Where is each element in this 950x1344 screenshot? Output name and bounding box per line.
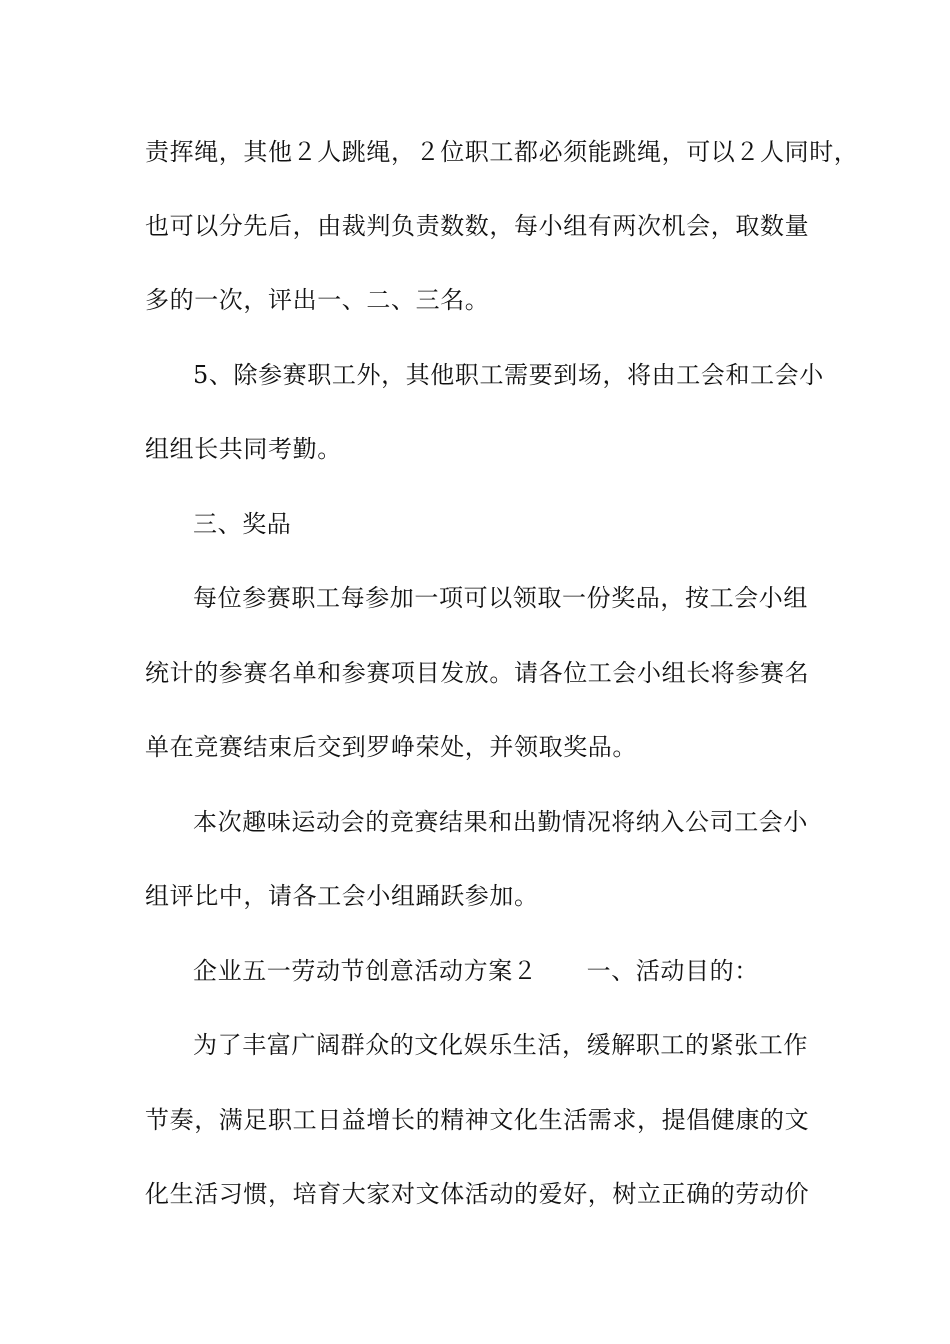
text-line: 单在竞赛结束后交到罗峥荣处，并领取奖品。 xyxy=(145,733,637,761)
text-line: 也可以分先后，由裁判负责数数，每小组有两次机会，取数量 xyxy=(145,212,810,240)
text-line: 每位参赛职工每参加一项可以领取一份奖品，按工会小组 xyxy=(193,584,808,612)
text-line: 节奏，满足职工日益增长的精神文化生活需求，提倡健康的文 xyxy=(145,1106,810,1134)
text-line: 5、除参赛职工外，其他职工需要到场，将由工会和工会小 xyxy=(193,361,824,389)
text-line: 责挥绳，其他２人跳绳，２位职工都必须能跳绳，可以２人同时， xyxy=(145,138,859,166)
text-line: 为了丰富广阔群众的文化娱乐生活，缓解职工的紧张工作 xyxy=(193,1031,808,1059)
section-title: 企业五一劳动节创意活动方案２ 一、活动目的： xyxy=(193,957,759,985)
section-heading: 三、奖品 xyxy=(193,510,292,538)
text-line: 组组长共同考勤。 xyxy=(145,435,342,463)
text-line: 化生活习惯，培育大家对文体活动的爱好，树立正确的劳动价 xyxy=(145,1180,810,1208)
text-line: 本次趣味运动会的竞赛结果和出勤情况将纳入公司工会小 xyxy=(193,808,808,836)
text-line: 统计的参赛名单和参赛项目发放。请各位工会小组长将参赛名 xyxy=(145,659,810,687)
text-line: 多的一次，评出一、二、三名。 xyxy=(145,286,490,314)
text-line: 组评比中，请各工会小组踊跃参加。 xyxy=(145,882,539,910)
